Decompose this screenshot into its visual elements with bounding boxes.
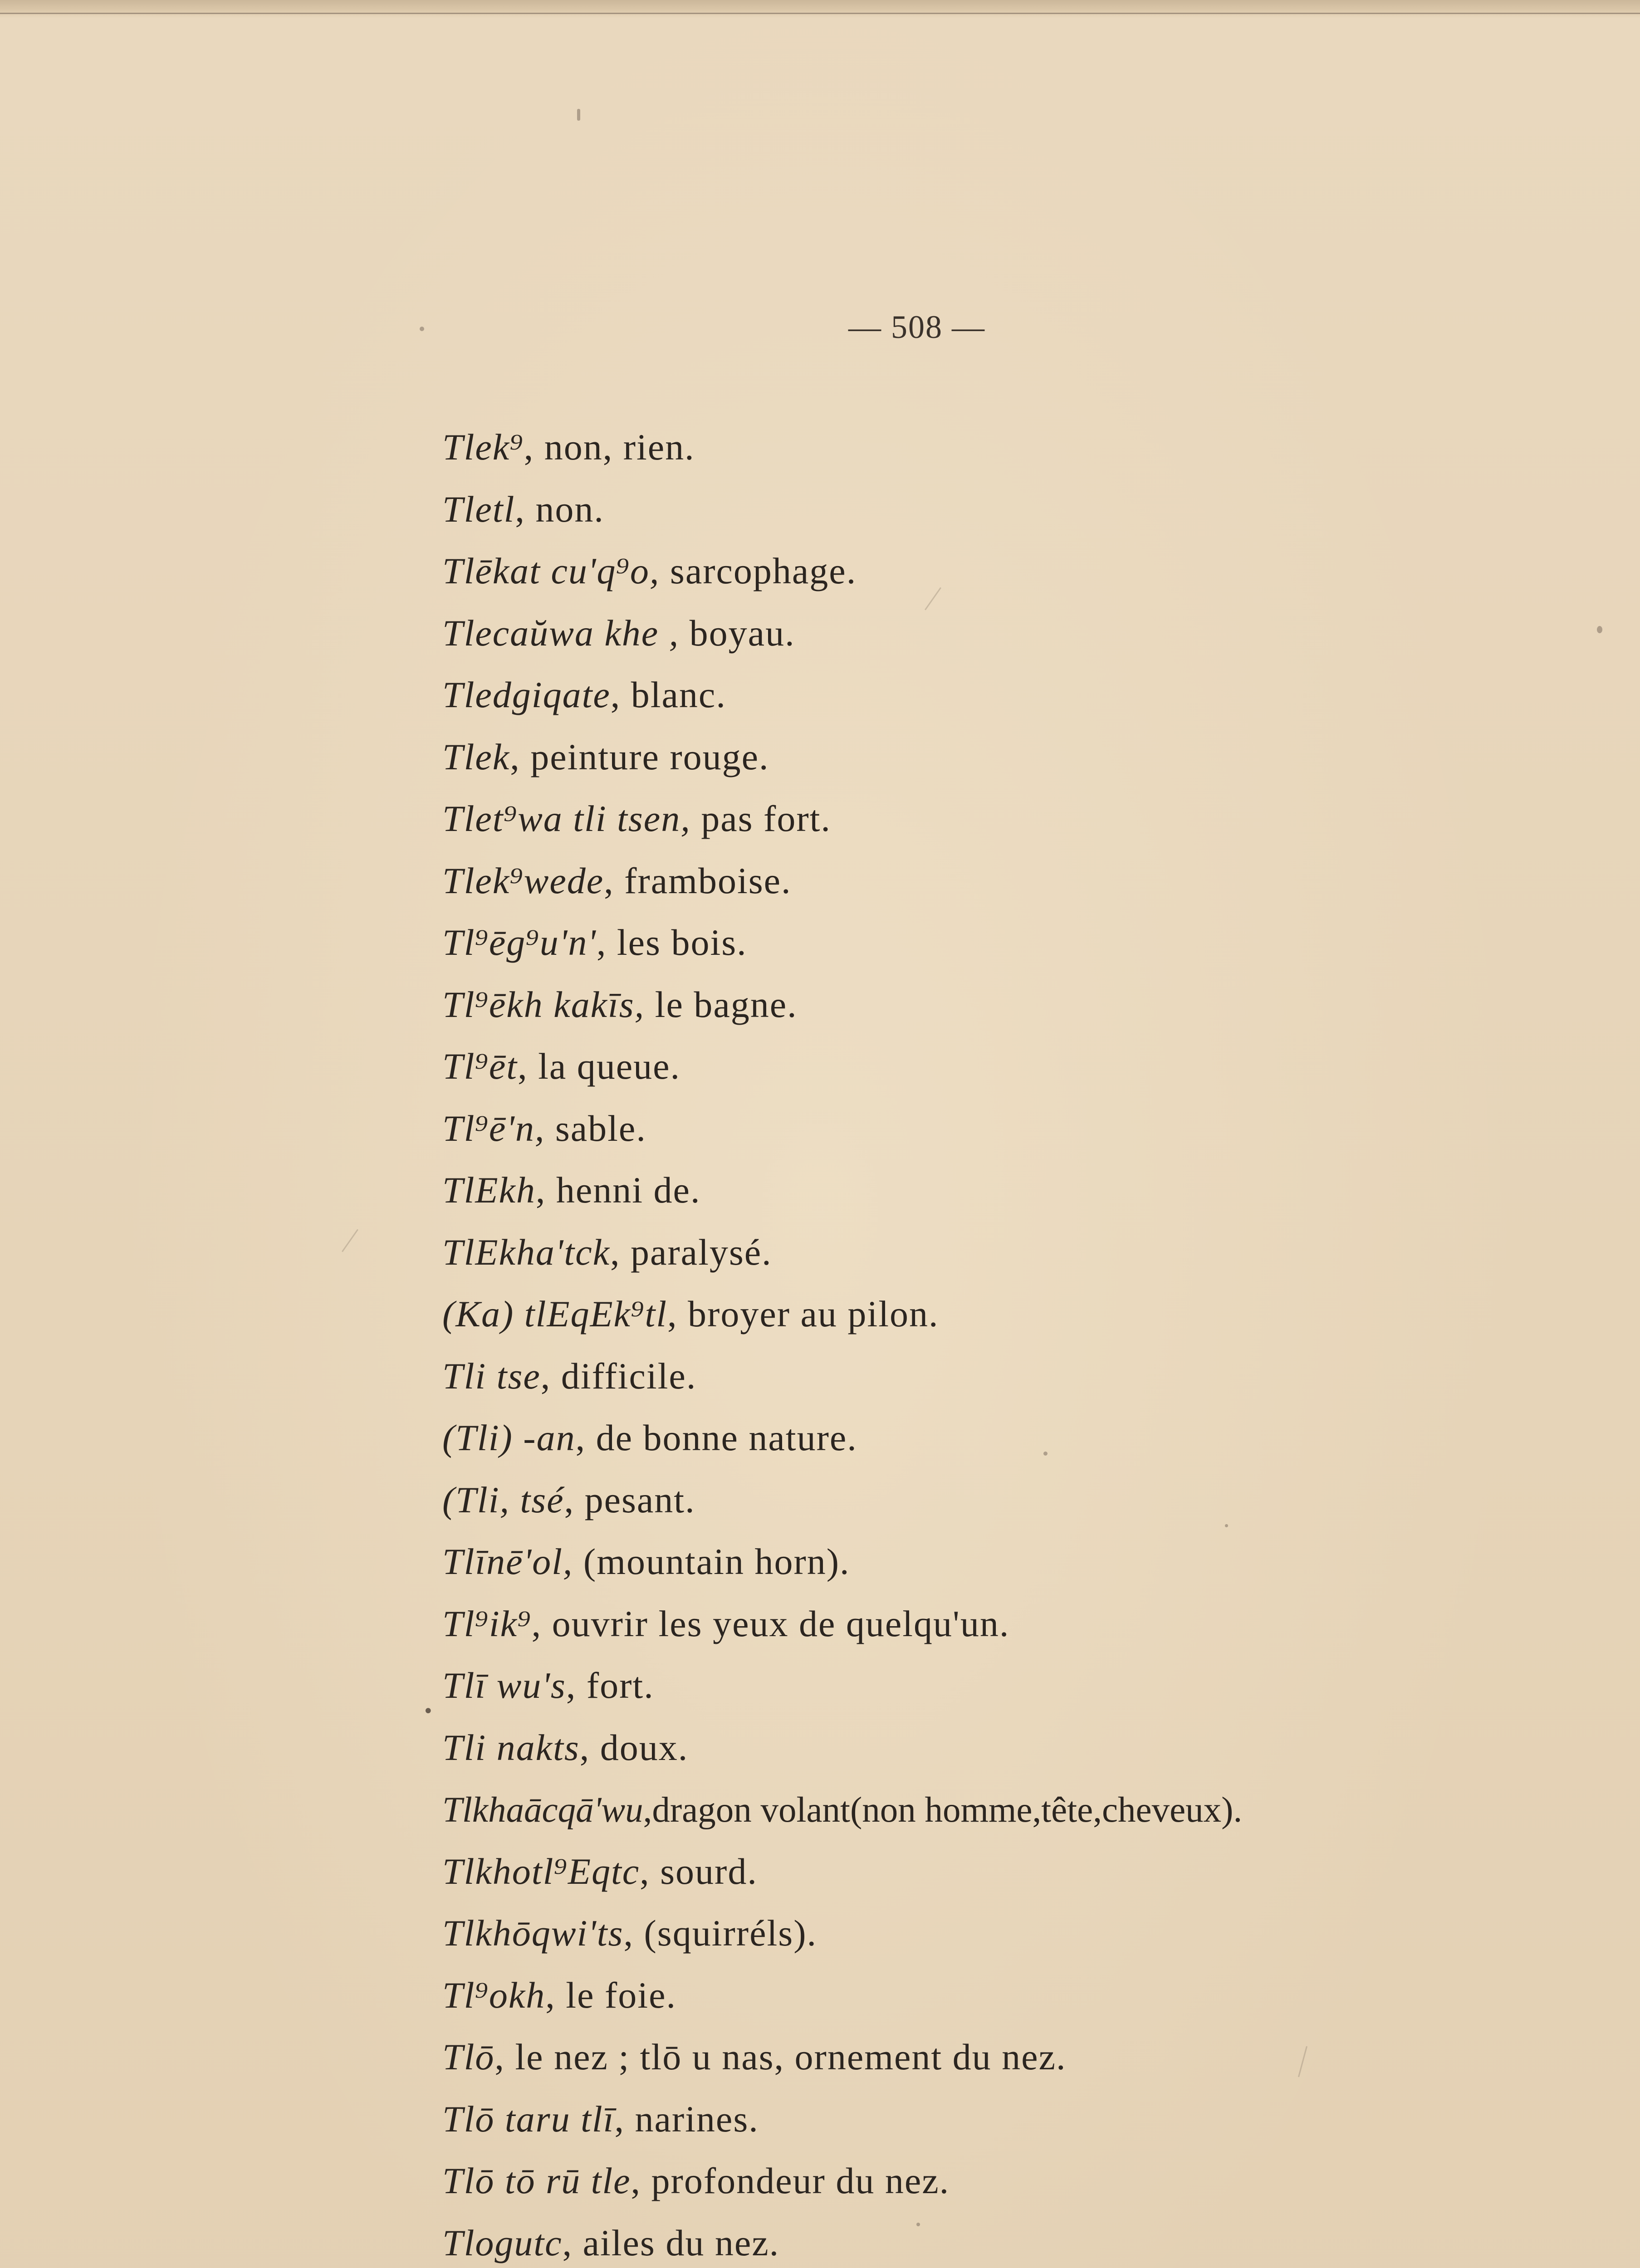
- entry-gloss: , les bois.: [596, 922, 747, 963]
- entry-gloss: , paralysé.: [610, 1231, 772, 1273]
- entry-term: TlEkh: [442, 1169, 536, 1211]
- page-top-rule: [0, 13, 1640, 14]
- page-top-edge: [0, 0, 1640, 18]
- dictionary-entry: [442, 912, 1604, 974]
- entry-gloss: , le nez ; tlō u nas, ornement du nez.: [494, 2036, 1067, 2077]
- entry-gloss: , (squirréls).: [623, 1912, 818, 1954]
- dictionary-entry: [442, 2150, 1604, 2212]
- entry-term: Tlecaŭwa khe ,: [442, 612, 680, 654]
- entry-gloss: , doux.: [579, 1726, 689, 1768]
- entry-term: Tlī wu's: [442, 1665, 566, 1706]
- entry-gloss: sarcophage.: [660, 550, 857, 591]
- dictionary-entry: [442, 1531, 1604, 1593]
- entry-term: Tlek⁹wede: [442, 860, 604, 901]
- entry-gloss: , pesant.: [564, 1479, 695, 1520]
- entry-gloss: , narines.: [614, 2098, 759, 2140]
- entry-gloss: , framboise.: [604, 860, 792, 901]
- entry-gloss: , le foie.: [545, 1974, 676, 2016]
- dictionary-entry: [442, 726, 1604, 788]
- entry-term: Tl⁹ē'n,: [442, 1107, 545, 1149]
- entry-term: Tlkhōqwi'ts: [442, 1912, 624, 1954]
- dictionary-entry: [442, 1841, 1604, 1903]
- dictionary-entry: [442, 1965, 1604, 2027]
- entry-gloss: pas fort.: [690, 798, 831, 839]
- dictionary-entry: [442, 664, 1604, 726]
- dictionary-entry: [442, 1283, 1604, 1345]
- entry-term: Tledgiqate: [442, 674, 611, 715]
- dictionary-entry: [442, 1159, 1604, 1222]
- entry-gloss: , ailes du nez.: [562, 2222, 780, 2263]
- entry-gloss: , non, rien.: [524, 426, 695, 468]
- entry-gloss: , profondeur du nez.: [631, 2160, 950, 2201]
- entry-term: (Tli) -an: [442, 1417, 576, 1458]
- entry-term: TlEkha'tck: [442, 1231, 610, 1273]
- dictionary-entry: [442, 2026, 1604, 2088]
- dictionary-entry: [442, 2212, 1604, 2268]
- entry-term: (Ka) tlEqEk⁹tl: [442, 1293, 668, 1334]
- entry-term: Tl⁹ēkh kakīs,: [442, 983, 645, 1025]
- entry-term: Tl⁹okh: [442, 1974, 546, 2016]
- entry-term: Tlek⁹: [442, 426, 524, 468]
- entry-term: Tli nakts: [442, 1726, 580, 1768]
- entry-gloss: boyau.: [679, 612, 795, 654]
- dictionary-entry: [442, 850, 1604, 912]
- paper-speck: [1597, 626, 1602, 633]
- dictionary-entry: [442, 974, 1604, 1036]
- entry-gloss: , sourd.: [640, 1850, 758, 1892]
- dictionary-entry: [442, 1717, 1604, 1779]
- entry-gloss: , la queue.: [518, 1046, 681, 1087]
- entry-gloss: , de bonne nature.: [575, 1417, 857, 1458]
- dictionary-entry: [442, 2088, 1604, 2151]
- entry-term: Tletl: [442, 488, 515, 530]
- entry-term: Tlō tō rū tle: [442, 2160, 631, 2201]
- entry-term: Tlet⁹wa tli tsen,: [442, 798, 691, 839]
- dictionary-entry: [442, 1036, 1604, 1098]
- entry-term: Tlogutc: [442, 2222, 563, 2263]
- entry-gloss: , blanc.: [610, 674, 726, 715]
- entry-gloss: , ouvrir les yeux de quelqu'un.: [531, 1603, 1010, 1644]
- entry-gloss: le bagne.: [645, 983, 798, 1025]
- dictionary-entry: [442, 1779, 1604, 1841]
- entry-term: Tlō: [442, 2036, 495, 2077]
- entry-gloss: , non.: [515, 488, 604, 530]
- entry-term: Tl⁹ēt: [442, 1046, 518, 1087]
- entry-term: Tl⁹ik⁹: [442, 1603, 532, 1644]
- margin-dot: •: [423, 1701, 434, 1722]
- entry-term: Tlīnē'ol,: [442, 1541, 573, 1582]
- paper-speck: [1225, 1524, 1228, 1527]
- entry-term: Tlkhotl⁹Eqtc: [442, 1850, 640, 1892]
- dictionary-entry: [442, 1098, 1604, 1160]
- paper-fiber: [342, 1229, 358, 1252]
- paper-speck: [1043, 1452, 1048, 1456]
- entry-term: Tlēkat cu'q⁹o,: [442, 550, 660, 591]
- entry-gloss: , difficile.: [540, 1355, 697, 1397]
- paper-speck: [577, 109, 580, 121]
- dictionary-entry: [442, 1345, 1604, 1408]
- dictionary-entry: [442, 1469, 1604, 1531]
- dictionary-entry: [442, 1222, 1604, 1284]
- entry-term: Tlkhaācqā'wu: [442, 1790, 643, 1830]
- entry-gloss: , henni de.: [535, 1169, 701, 1211]
- entry-gloss: (mountain horn).: [573, 1541, 850, 1582]
- dictionary-entry: [442, 1902, 1604, 1965]
- entry-gloss: ,dragon volant(non homme,tête,cheveux).: [643, 1790, 1243, 1830]
- paper-speck: [916, 2223, 920, 2226]
- dictionary-entry: [442, 416, 1604, 479]
- entry-term: Tlek: [442, 736, 510, 777]
- dictionary-entry: [442, 1655, 1604, 1717]
- paper-speck: [420, 327, 424, 331]
- entry-term: (Tli, tsé: [442, 1479, 564, 1520]
- dictionary-entry: [442, 1593, 1604, 1655]
- dictionary-entry-list: [442, 416, 1604, 2268]
- entry-term: Tlō taru tlī: [442, 2098, 615, 2140]
- dictionary-entry: [442, 1407, 1604, 1469]
- dictionary-entry: [442, 540, 1604, 602]
- dictionary-entry: [442, 788, 1604, 850]
- dictionary-entry: [442, 602, 1604, 665]
- entry-gloss: , fort.: [566, 1665, 654, 1706]
- page-number: — 508 —: [848, 309, 985, 345]
- entry-term: Tli tse: [442, 1355, 541, 1397]
- entry-term: Tl⁹ēg⁹u'n': [442, 922, 597, 963]
- entry-gloss: sable.: [545, 1107, 646, 1149]
- dictionary-entry: [442, 479, 1604, 541]
- entry-gloss: , broyer au pilon.: [667, 1293, 939, 1334]
- entry-gloss: , peinture rouge.: [510, 736, 769, 777]
